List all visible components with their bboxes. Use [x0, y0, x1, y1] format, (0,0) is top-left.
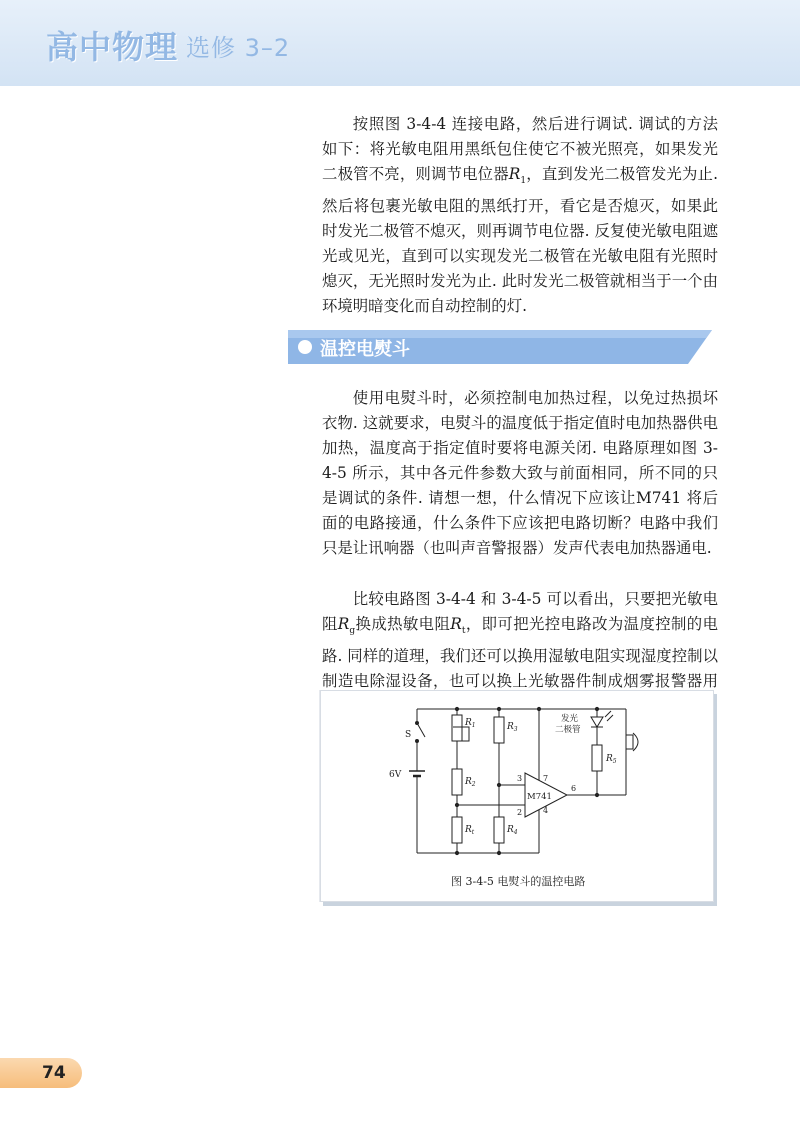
- label-rt: [464, 825, 475, 836]
- label-r1-top: [464, 718, 476, 729]
- resistor-r5: [592, 745, 602, 771]
- label-rt-letter: R: [465, 825, 472, 835]
- section-title: 温控电熨斗: [320, 339, 410, 360]
- buzzer-horn: [633, 733, 638, 751]
- label-r5: [605, 754, 617, 765]
- label-r5-sub: 5: [612, 758, 617, 765]
- label-r1-top-letter: R: [465, 718, 472, 728]
- resistor-rt: [452, 817, 462, 843]
- junction: [497, 707, 500, 710]
- led-ray: [607, 715, 613, 721]
- label-r3-sub: 3: [513, 726, 518, 733]
- label-r4-letter: R: [507, 825, 514, 835]
- label-rt-sub: t: [471, 829, 475, 836]
- switch-blade: [417, 723, 425, 737]
- paragraph-text: 比较电路图 3-4-4 和 3-4-5 可以看出，只要把光敏电阻: [322, 590, 718, 633]
- label-pin4: 4: [543, 806, 549, 815]
- junction: [497, 851, 500, 854]
- symbol-r1-sub: 1: [520, 176, 527, 187]
- symbol-rt-sub: t: [461, 626, 466, 637]
- label-led-line1: 发光: [561, 714, 579, 724]
- resistor-r1-top: [452, 715, 462, 741]
- label-led-line2: 二极管: [555, 725, 581, 735]
- junction: [595, 793, 598, 796]
- junction: [455, 707, 458, 710]
- junction: [497, 783, 500, 786]
- label-r2-letter: R: [465, 777, 472, 787]
- paragraph-text: 换成热敏电阻: [355, 615, 451, 633]
- bullet-icon: [298, 340, 312, 354]
- label-r2-sub: 2: [471, 781, 476, 788]
- symbol-rg: R: [337, 615, 350, 633]
- resistor-r3: [494, 717, 504, 743]
- book-subtitle: 选修 3–2: [186, 34, 291, 62]
- led-ray: [605, 711, 611, 717]
- page-number-tab: [0, 1058, 82, 1088]
- paragraph-text: ，即可把光控电路改为温度控制的电路. 同样的道理，我们还可以换用湿敏电阻实现湿度控制以制造电除湿设备，也可以换上光敏器件制成烟雾报警器用: [322, 615, 718, 691]
- junction: [455, 851, 458, 854]
- led-symbol: [591, 717, 603, 727]
- buzzer-symbol: [626, 735, 633, 749]
- label-r1-top-sub: 1: [471, 722, 476, 729]
- label-r3: [506, 722, 518, 733]
- label-r4: [506, 825, 518, 836]
- junction: [537, 707, 540, 710]
- label-r4-sub: 4: [513, 829, 518, 836]
- page-number: 74: [42, 1063, 66, 1083]
- label-opamp: M741: [527, 792, 552, 802]
- resistor-r2: [452, 769, 462, 795]
- paragraph-iron-intro: 使用电熨斗时，必须控制电加热过程，以免过热损坏衣物. 这就要求，电熨斗的温度低于指定值时电加热器供电加热，温度高于指定值时要将电源关闭. 电路原理如图 3-4-5 所示，其中各元件参数大致与前面相同，所不同的只是调试的条件. 请想一想，什么情况下应该让M741 将后面的电路接通，什么条件下应该把电路切断？电路中我们只是让讯响器（也叫声音警报器）发声代表电加热器通电.: [322, 389, 718, 557]
- label-pin2: 2: [517, 808, 523, 817]
- label-battery: 6V: [389, 770, 402, 780]
- figure-circuit: [320, 690, 714, 902]
- section-heading: [288, 330, 712, 364]
- book-title: 高中物理: [46, 28, 179, 66]
- paragraph-text: ，直到发光二极管发光为止. 然后将包裹光敏电阻的黑纸打开，看它是否熄灭，如果此时发光二极管不熄灭，则再调节电位器. 反复使光敏电阻遮光或见光，直到可以实现发光二极管在光敏电阻有光照时熄灭，无光照时发光为止. 此时发光二极管就相当于一个由环境明暗变化而自动控制的灯.: [322, 165, 718, 316]
- label-r3-letter: R: [507, 722, 514, 732]
- label-pin6: 6: [571, 784, 577, 793]
- paragraph-debug-method: [322, 112, 718, 319]
- label-pin3: 3: [517, 774, 523, 783]
- symbol-r1: R: [508, 165, 521, 183]
- figure-caption: 图 3-4-5 电熨斗的温控电路: [451, 875, 586, 888]
- circuit-diagram: [321, 691, 713, 901]
- label-r5-letter: R: [606, 754, 613, 764]
- label-pin7: 7: [543, 774, 549, 783]
- symbol-rg-sub: g: [349, 626, 356, 637]
- switch-contact: [416, 722, 419, 725]
- resistor-r4: [494, 817, 504, 843]
- pot-wiper-wire: [457, 727, 469, 741]
- label-switch: S: [405, 730, 412, 740]
- symbol-rt: R: [450, 615, 462, 633]
- label-r2: [464, 777, 476, 788]
- paragraph-text: 按照图 3-4-4 连接电路，然后进行调试. 调试的方法如下：将光敏电阻用黑纸包住使它不被光照亮，如果发光二极管不亮，则调节电位器: [322, 115, 718, 183]
- junction: [595, 707, 598, 710]
- header-band: [0, 0, 800, 86]
- junction: [455, 803, 458, 806]
